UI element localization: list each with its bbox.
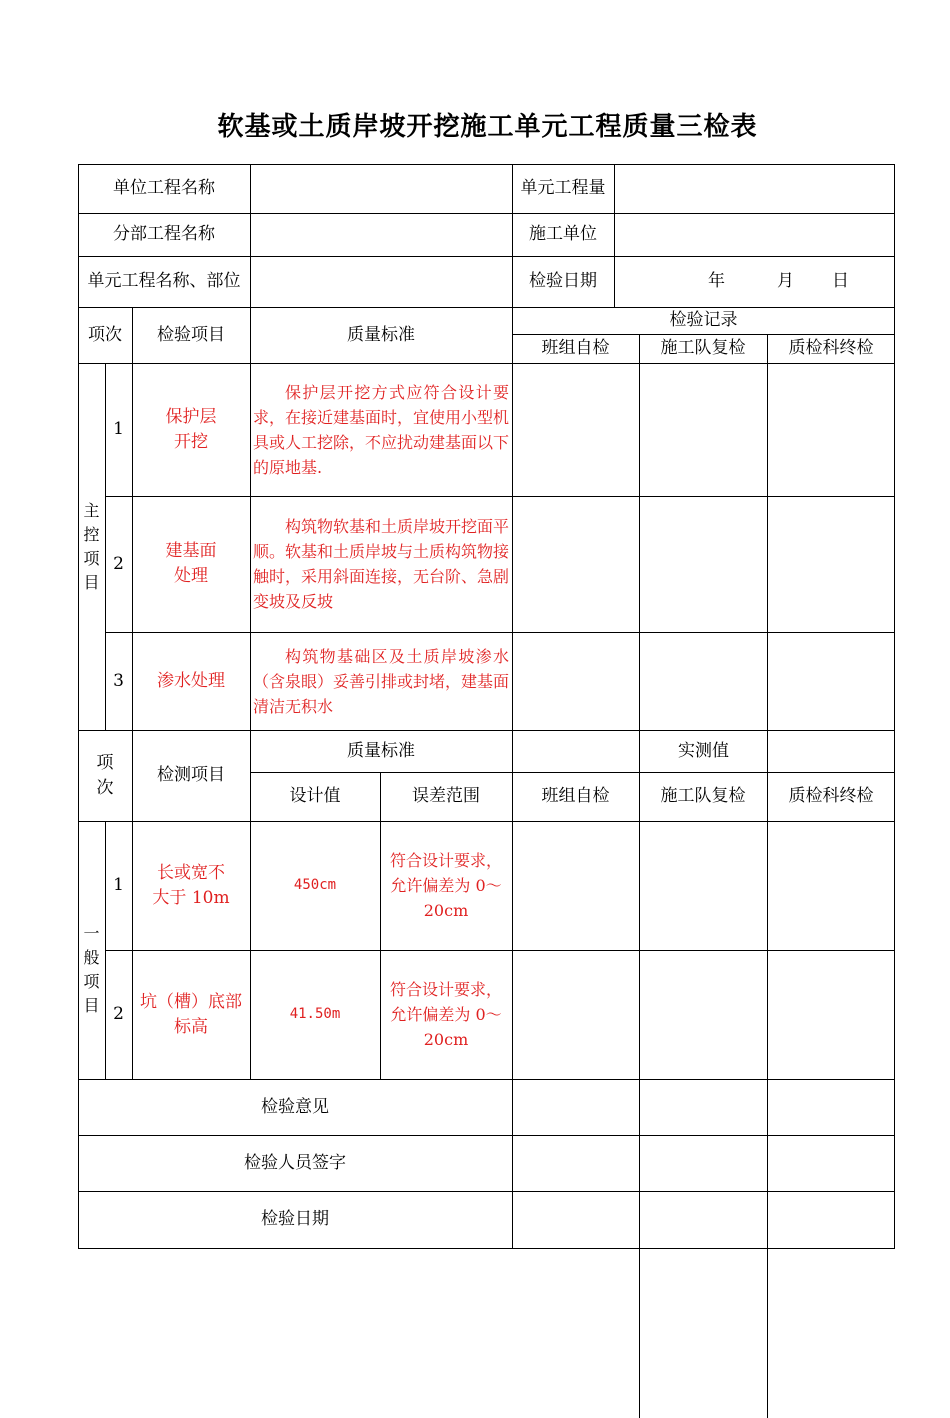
col-team-header: 班组自检: [541, 338, 610, 358]
general-row-1-qc-value[interactable]: [767, 821, 895, 950]
general-col-design-header: 设计值: [289, 786, 341, 806]
element-name-label: 单元工程名称、部位: [87, 271, 241, 291]
month-label: 月: [777, 271, 794, 291]
element-name-value[interactable]: [251, 256, 512, 307]
general-row-1-item: 长或宽不 大于 10m: [152, 862, 230, 908]
main-control-group-label: 主 控 项 目: [83, 500, 100, 592]
main-row-1-no: 1: [113, 419, 124, 439]
date-crew[interactable]: [639, 1191, 767, 1248]
main-row-1-standard: 保护层开挖方式应符合设计要求，在接近建基面时，宜使用小型机具或人工挖除，不应扰动建基面以下的原地基.: [253, 382, 510, 477]
col-standard-header: 质量标准: [347, 324, 415, 345]
general-row-2-crew-value[interactable]: [639, 950, 767, 1079]
inspection-table: [78, 164, 895, 1249]
main-row-2-crew-check[interactable]: [639, 496, 767, 632]
signature-crew[interactable]: [639, 1135, 767, 1191]
main-row-1-team-check[interactable]: [512, 363, 639, 496]
general-row-2-item: 坑（槽）底部 标高: [140, 991, 242, 1037]
main-row-1-crew-check[interactable]: [639, 363, 767, 496]
main-row-1-qc-check[interactable]: [767, 363, 895, 496]
date-qc[interactable]: [767, 1191, 895, 1248]
general-row-2-tolerance: 符合设计要求， 允许偏差为 0～ 20cm: [389, 980, 502, 1049]
day-label: 日: [832, 271, 849, 291]
col-crew-header: 施工队复检: [660, 338, 746, 358]
contractor-value[interactable]: [615, 213, 894, 256]
col-seq-header: 项次: [88, 324, 122, 345]
inspection-date-label: 检验日期: [529, 271, 597, 291]
main-row-1-item: 保护层 开挖: [165, 406, 217, 452]
general-col-seq-header: 项 次: [96, 752, 114, 798]
main-row-2-qc-check[interactable]: [767, 496, 895, 632]
col-item-header: 检验项目: [157, 324, 225, 345]
opinion-team[interactable]: [512, 1079, 639, 1135]
document-title: 软基或土质岸坡开挖施工单元工程质量三检表: [217, 112, 758, 142]
general-col-measured-header: 实测值: [678, 740, 729, 761]
date-team[interactable]: [512, 1191, 639, 1248]
main-row-3-team-check[interactable]: [512, 632, 639, 730]
general-row-2-qc-value[interactable]: [767, 950, 895, 1079]
sub-project-label: 分部工程名称: [113, 224, 215, 244]
main-row-2-item: 建基面 处理: [165, 541, 217, 586]
general-col-crew-header: 施工队复检: [660, 786, 746, 806]
unit-quantity-label: 单元工程量: [520, 178, 606, 198]
general-row-2-team-value[interactable]: [512, 950, 639, 1079]
general-col-team-header: 班组自检: [541, 786, 610, 806]
general-row-1-no: 1: [113, 875, 124, 895]
contractor-label: 施工单位: [529, 224, 597, 244]
year-label: 年: [708, 271, 725, 291]
signature-label: 检验人员签字: [244, 1152, 346, 1173]
unit-project-value[interactable]: [251, 164, 512, 213]
general-col-tolerance-header: 误差范围: [412, 786, 480, 806]
main-row-2-team-check[interactable]: [512, 496, 639, 632]
footer-date-label: 检验日期: [261, 1209, 329, 1229]
col-qc-header: 质检科终检: [788, 338, 874, 358]
sub-project-value[interactable]: [251, 213, 512, 256]
signature-team[interactable]: [512, 1135, 639, 1191]
signature-qc[interactable]: [767, 1135, 895, 1191]
main-row-2-standard: 构筑物软基和土质岸坡开挖面平顺。软基和土质岸坡与土质构筑物接触时，采用斜面连接，无台阶、急剧变坡及反坡: [253, 517, 510, 611]
main-row-3-qc-check[interactable]: [767, 632, 895, 730]
unit-project-label: 单位工程名称: [113, 178, 215, 198]
general-col-standard-header: 质量标准: [347, 740, 415, 761]
general-row-1-crew-value[interactable]: [639, 821, 767, 950]
opinion-crew[interactable]: [639, 1079, 767, 1135]
general-row-1-design: 450cm: [293, 877, 337, 893]
general-row-1-tolerance: 符合设计要求， 允许偏差为 0～ 20cm: [389, 851, 502, 920]
general-row-2-no: 2: [113, 1004, 124, 1024]
inspection-date-value[interactable]: [615, 256, 894, 307]
main-row-3-item: 渗水处理: [157, 670, 225, 691]
main-row-3-crew-check[interactable]: [639, 632, 767, 730]
col-record-header: 检验记录: [669, 310, 738, 330]
general-col-qc-header: 质检科终检: [788, 786, 874, 806]
general-group-label: 一 般 项 目: [83, 924, 100, 1015]
main-row-2-no: 2: [113, 553, 124, 574]
opinion-qc[interactable]: [767, 1079, 895, 1135]
opinion-label: 检验意见: [261, 1096, 329, 1117]
general-row-1-team-value[interactable]: [512, 821, 639, 950]
unit-quantity-value[interactable]: [615, 164, 894, 213]
general-row-2-design: 41.50m: [289, 1006, 341, 1022]
general-col-item-header: 检测项目: [157, 765, 225, 785]
main-row-3-no: 3: [113, 670, 124, 691]
main-row-3-standard: 构筑物基础区及土质岸坡渗水（含泉眼）妥善引排或封堵，建基面清洁无积水: [253, 646, 510, 716]
